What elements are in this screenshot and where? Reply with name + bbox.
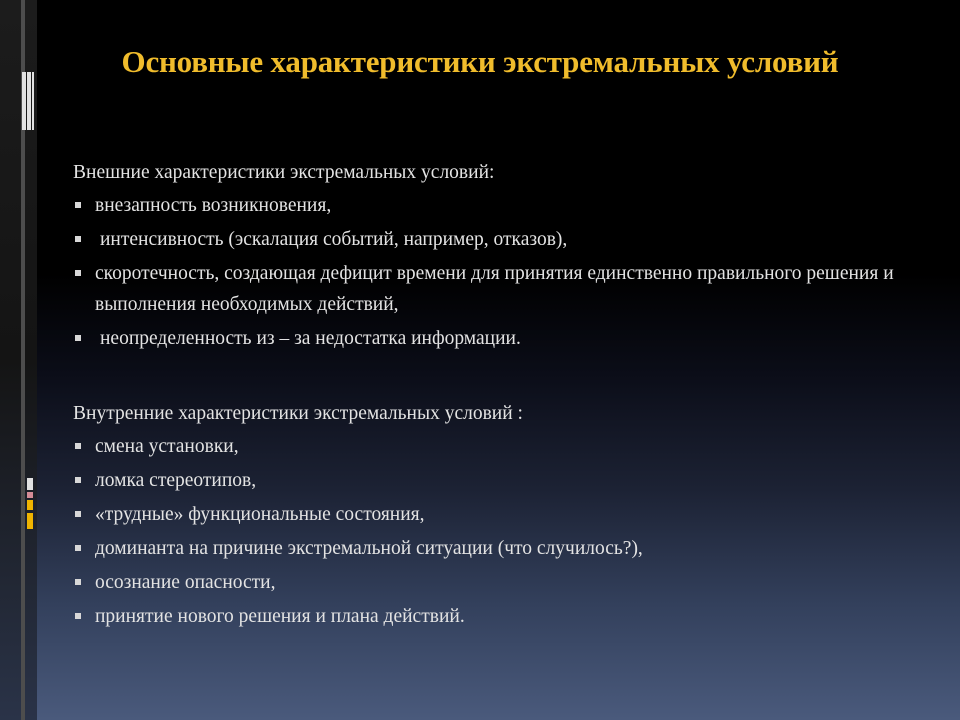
- list-item: [73, 258, 933, 320]
- list-item-text: «трудные» функциональные состояния,: [95, 504, 425, 525]
- bullet-icon: [75, 579, 81, 585]
- mid-deco-block-2: [27, 492, 33, 498]
- bullet-icon: [75, 202, 81, 208]
- list-item: [73, 431, 933, 462]
- list-item: [73, 601, 933, 632]
- bullet-icon: [75, 545, 81, 551]
- list-item: [73, 499, 933, 530]
- internal-list: [73, 431, 933, 632]
- bullet-icon: [75, 335, 81, 341]
- list-item: [73, 465, 933, 496]
- slide-title: Основные характеристики экстремальных условий: [121, 44, 839, 79]
- list-item: [73, 533, 933, 564]
- external-heading: Внешние характеристики экстремальных условий:: [73, 162, 495, 183]
- slide-content: [73, 156, 933, 635]
- list-item-text: скоротечность, создающая дефицит времени для принятия единственно правильного решения и выполнения необходимых действий,: [95, 263, 894, 315]
- section-gap: [73, 357, 933, 397]
- mid-deco-block-1: [27, 478, 33, 490]
- bullet-icon: [75, 511, 81, 517]
- bullet-icon: [75, 443, 81, 449]
- internal-heading: Внутренние характеристики экстремальных условий :: [73, 403, 523, 424]
- list-item-text: осознание опасности,: [95, 572, 276, 593]
- list-item-text: смена установки,: [95, 436, 239, 457]
- list-item: [73, 567, 933, 598]
- mid-deco-block-3: [27, 500, 33, 510]
- external-list: [73, 190, 933, 354]
- bullet-icon: [75, 477, 81, 483]
- list-item-text: неопределенность из – за недостатка информации.: [100, 328, 521, 349]
- list-item: [73, 323, 933, 354]
- list-item-text: доминанта на причине экстремальной ситуации (что случилось?),: [95, 538, 643, 559]
- top-deco-bar-2: [27, 72, 31, 130]
- list-item-text: интенсивность (эскалация событий, например, отказов),: [100, 229, 568, 250]
- bullet-icon: [75, 270, 81, 276]
- list-item-text: внезапность возникновения,: [95, 195, 332, 216]
- list-item-text: ломка стереотипов,: [95, 470, 257, 491]
- list-item: [73, 190, 933, 221]
- mid-deco-block-4: [27, 513, 33, 529]
- top-deco-bar-3: [32, 72, 34, 130]
- bullet-icon: [75, 236, 81, 242]
- top-deco-bar-1: [22, 72, 26, 130]
- list-item-text: принятие нового решения и плана действий.: [95, 606, 465, 627]
- list-item: [73, 224, 933, 255]
- left-decorative-strip: [0, 0, 37, 720]
- bullet-icon: [75, 613, 81, 619]
